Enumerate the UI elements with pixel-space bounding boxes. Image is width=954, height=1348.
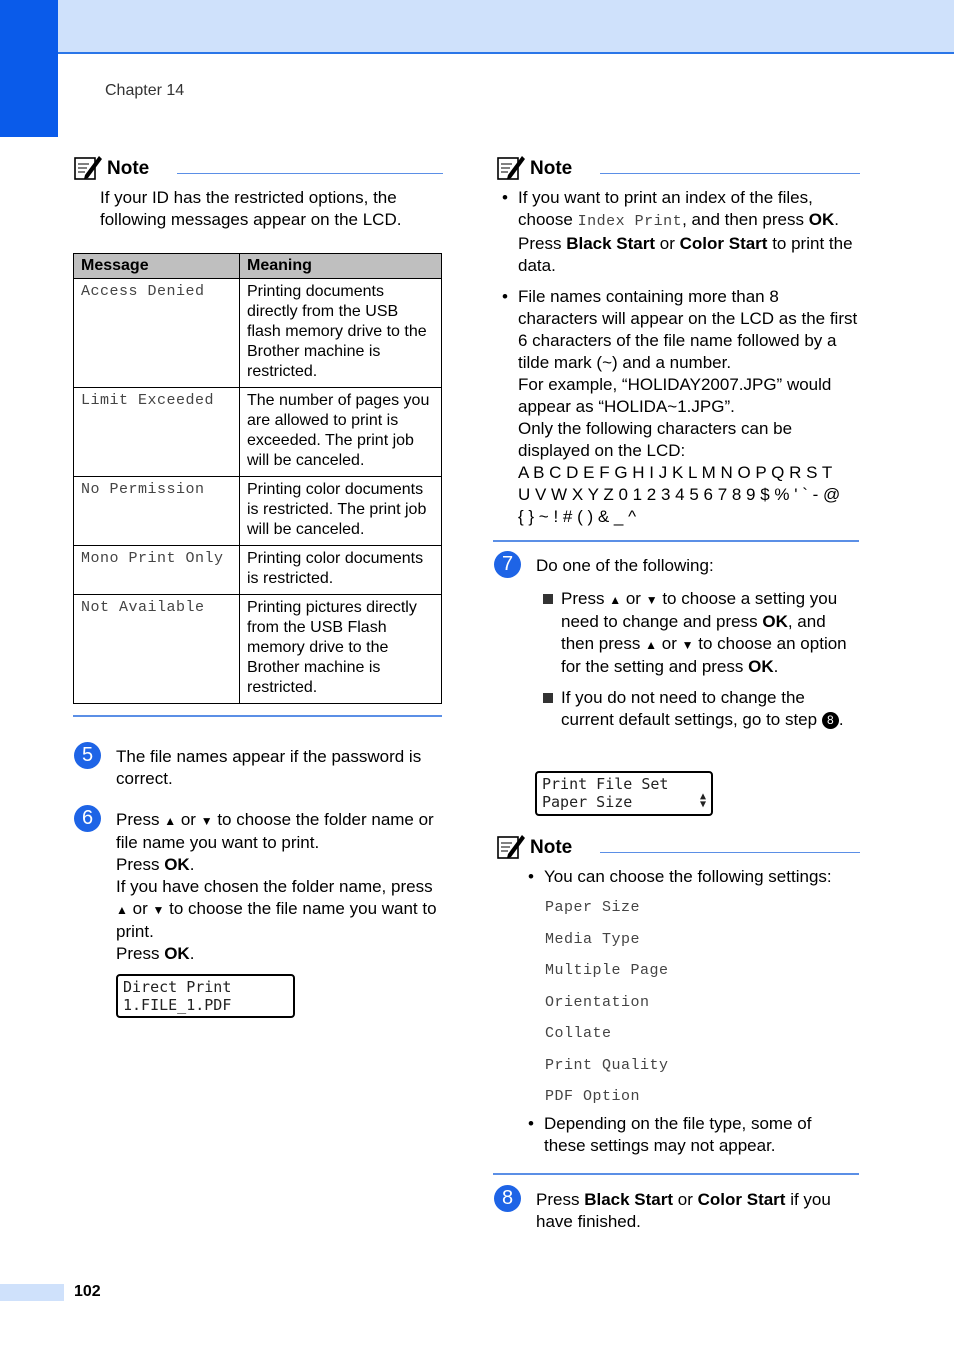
- char-list: A B C D E F G H I J K L M N O P Q R S T: [518, 463, 833, 482]
- list-item: • File names containing more than 8 characters will appear on the LCD as the first 6 characters of the file name followed by a tilde mark (~) and a number. For example, “HOLIDAY2007.JPG” would appear as “HOLIDA~1.JPG”. Only the following characters can be displayed on the LCD: A B C D E F G H I J K L M N O P Q R S T U V W X Y Z 0 1 2 3 4 5 6 7 8 9 $ % ' ` - @ { } ~ ! # ( ) & _ ^: [496, 286, 858, 528]
- list-item: If you do not need to change the current default settings, go to step 8 .: [541, 687, 859, 731]
- ok-key-label: OK: [762, 612, 788, 631]
- step-number-badge: 8: [494, 1185, 521, 1212]
- up-arrow-icon: ▲: [609, 593, 622, 607]
- message-table: [73, 253, 442, 704]
- char-list: U V W X Y Z 0 1 2 3 4 5 6 7 8 9 $ % ' ` - @: [518, 485, 841, 504]
- step-ref-badge: 8: [822, 712, 839, 729]
- note-end-rule: [493, 1173, 859, 1175]
- ok-key-label: OK: [748, 657, 774, 676]
- table-cell-message: No Permission: [74, 477, 240, 546]
- note-bullets: [522, 1113, 842, 1157]
- note-title: Note: [530, 158, 573, 179]
- note-title: Note: [530, 837, 573, 858]
- table-cell-message: Not Available: [74, 595, 240, 704]
- setting-item: Multiple Page: [545, 962, 669, 979]
- lcd-line-1: Print File Set: [542, 775, 669, 793]
- note-settings: [496, 832, 860, 1157]
- table-cell-meaning: The number of pages you are allowed to print is exceeded. The print job will be canceled.: [240, 388, 442, 477]
- step-text: Press Black Start or Color Start if you have finished.: [536, 1190, 831, 1231]
- settings-list: [545, 897, 860, 1113]
- setting-item: PDF Option: [545, 1088, 641, 1105]
- step-text: Press ▲ or ▼ to choose the folder name or file name you want to print. Press OK. If you have chosen the folder name, press ▲ or ▼ to choose the file name you want to print. Press OK.: [116, 810, 437, 963]
- note-title: Note: [107, 158, 150, 179]
- setting-item: Orientation: [545, 993, 650, 1011]
- chapter-tab: [0, 0, 58, 137]
- black-start-key-label: Black Start: [566, 234, 656, 253]
- note-rule: [177, 173, 443, 174]
- note-pencil-icon: [496, 832, 526, 860]
- setting-item: Collate: [545, 1025, 612, 1042]
- table-row: [74, 388, 442, 477]
- table-row: [74, 477, 442, 546]
- left-column: [73, 153, 443, 717]
- chapter-label: Chapter 14: [105, 82, 185, 99]
- option-list: [541, 588, 859, 731]
- table-row: [74, 279, 442, 388]
- right-column: [496, 153, 860, 528]
- step-5: [74, 742, 444, 792]
- table-row: [74, 546, 442, 595]
- note-pencil-icon: [496, 153, 526, 181]
- menu-code: Index Print: [577, 213, 683, 230]
- table-cell-message: Limit Exceeded: [74, 388, 240, 477]
- note-bullets: [522, 866, 862, 888]
- setting-item: Print Quality: [545, 1056, 669, 1074]
- lcd-line-2: 1.FILE_1.PDF: [123, 996, 232, 1014]
- step-8: [494, 1185, 860, 1237]
- color-start-key-label: Color Start: [679, 234, 768, 253]
- setting-item: Paper Size: [545, 899, 641, 916]
- step-6: [74, 805, 444, 965]
- down-arrow-icon: ▼: [200, 814, 213, 828]
- table-cell-meaning: Printing color documents is restricted.: [240, 546, 442, 595]
- up-arrow-icon: ▲: [645, 638, 658, 652]
- table-header-message: Message: [74, 254, 240, 279]
- note-bullets: [496, 187, 858, 528]
- ok-key-label: OK: [164, 944, 190, 963]
- list-item: • If you want to print an index of the files, choose Index Print, and then press OK. Press Black Start or Color Start to print the data.: [496, 187, 858, 277]
- page-number-bar: [0, 1284, 64, 1301]
- down-arrow-icon: ▼: [681, 638, 694, 652]
- table-cell-meaning: Printing color documents is restricted. The print job will be canceled.: [240, 477, 442, 546]
- step-number-badge: 6: [74, 805, 101, 832]
- note-end-rule: [493, 540, 859, 542]
- step-text: The file names appear if the password is correct.: [116, 747, 422, 788]
- step-7: [494, 551, 860, 761]
- note-rule: [600, 852, 860, 853]
- up-down-arrow-icon: ▲ ▼: [699, 791, 706, 810]
- note-text: If your ID has the restricted options, the following messages appear on the LCD.: [100, 188, 402, 229]
- step-number-badge: 7: [494, 551, 521, 578]
- lcd-line-2: Paper Size: [542, 793, 633, 811]
- down-arrow-icon: ▼: [152, 903, 165, 917]
- table-cell-meaning: Printing documents directly from the USB flash memory drive to the Brother machine is restricted.: [240, 279, 442, 388]
- table-header-meaning: Meaning: [240, 254, 442, 279]
- char-list: { } ~ ! # ( ) & _ ^: [518, 507, 637, 526]
- setting-item: Media Type: [545, 930, 641, 948]
- table-row: [74, 595, 442, 704]
- list-item: • Depending on the file type, some of these settings may not appear.: [522, 1113, 842, 1157]
- list-item: Press ▲ or ▼ to choose a setting you need to change and press OK, and then press ▲ or ▼ to choose an option for the setting and press OK.: [541, 588, 859, 678]
- note-end-rule: [73, 715, 442, 717]
- step-text: Do one of the following:: [536, 556, 714, 575]
- top-header-band: [0, 0, 954, 54]
- ok-key-label: OK: [808, 210, 835, 229]
- lcd-display: [535, 771, 713, 816]
- black-start-key-label: Black Start: [584, 1190, 674, 1209]
- lcd-display: [116, 974, 295, 1018]
- table-cell-meaning: Printing pictures directly from the USB Flash memory drive to the Brother machine is restricted.: [240, 595, 442, 704]
- note-header: [496, 153, 860, 185]
- list-item: • You can choose the following settings:: [522, 866, 862, 888]
- page-number: 102: [74, 1283, 101, 1300]
- note-rule: [600, 173, 860, 174]
- table-cell-message: Access Denied: [74, 279, 240, 388]
- table-cell-message: Mono Print Only: [74, 546, 240, 595]
- up-arrow-icon: ▲: [116, 903, 128, 917]
- note-header: [496, 832, 860, 864]
- ok-key-label: OK: [164, 855, 190, 874]
- color-start-key-label: Color Start: [697, 1190, 786, 1209]
- note-pencil-icon: [73, 153, 103, 181]
- lcd-line-1: Direct Print: [123, 978, 232, 996]
- note-header: [73, 153, 443, 185]
- up-arrow-icon: ▲: [164, 814, 177, 828]
- down-arrow-icon: ▼: [645, 593, 658, 607]
- step-number-badge: 5: [74, 742, 101, 769]
